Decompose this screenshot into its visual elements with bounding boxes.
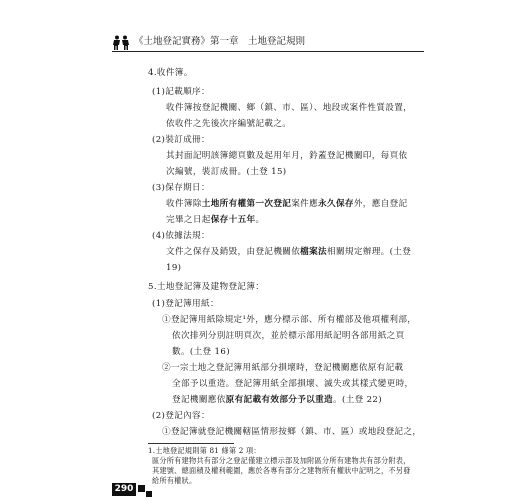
text-run: 完畢之日起 <box>166 215 211 225</box>
text-run: 案件應 <box>291 199 319 209</box>
body-line: 依次排列分別註明頁次，並於標示部用紙記明各部用紙之頁 <box>172 331 405 341</box>
footnote-rule <box>148 443 234 444</box>
text-run: 收件簿除 <box>166 199 202 209</box>
body-line: ①登記簿用紙除規定¹外，應分標示部、所有權部及他項權利部， <box>162 315 417 325</box>
emphasis-text: 檔案法 <box>300 247 328 257</box>
footnote-line: 給所有權狀。 <box>152 476 197 485</box>
subheading: (2)登記內容： <box>152 411 210 421</box>
page-number: 290 <box>112 483 136 496</box>
body-line <box>166 198 408 210</box>
body-line <box>172 394 382 406</box>
subheading: (1)登記簿用紙： <box>152 299 219 309</box>
subheading: (4)依據法規： <box>152 231 210 241</box>
footnote-line: 區分所有建物共有部分之登記僅建立標示部及加附區分所有建物共有部分附表， <box>152 456 411 465</box>
section-heading: 4.收件簿。 <box>148 68 193 78</box>
body-line <box>166 246 411 258</box>
two-figures-logo-icon <box>112 35 130 55</box>
emphasis-text: 永久保存 <box>318 199 354 209</box>
body-line: 依收件之先後次序編號記載之。 <box>166 119 292 129</box>
decorative-square <box>146 491 152 497</box>
text-run: 文件之保存及銷毀，由登記機關依 <box>166 247 301 257</box>
emphasis-text: 原有記載有效部分予以重造 <box>225 395 333 405</box>
body-line: 次編號，裝訂成冊。(土登 15) <box>166 167 287 177</box>
text-run: 。(土登 22) <box>333 395 382 405</box>
section-heading: 5.土地登記簿及建物登記簿： <box>148 282 265 292</box>
text-run: 登記機關應依 <box>172 395 226 405</box>
emphasis-text: 保存十五年 <box>210 215 256 225</box>
subheading: (1)記載順序： <box>152 87 210 97</box>
body-line: 19) <box>166 263 182 273</box>
body-line: ②一宗土地之登記簿用紙部分損壞時，登記機關應依原有記載 <box>162 363 404 373</box>
text-run: 。 <box>255 215 265 225</box>
body-line: 數。(土登 16) <box>172 347 230 357</box>
running-header <box>112 35 412 51</box>
emphasis-text: 土地所有權第一次登記 <box>201 199 292 209</box>
body-line: ①登記簿就登記機關轄區情形按鄉（鎮、市、區）或地段登記之， <box>162 427 422 437</box>
body-line <box>166 214 264 226</box>
body-line: 收件簿按登記機關、鄉（鎮、市、區）、地段或案件性質設置， <box>166 103 413 113</box>
header-rule <box>112 51 424 52</box>
body-line: 其封面記明該簿總頁數及起用年月，鈐蓋登記機關印，每頁依 <box>166 151 408 161</box>
header-title: 《土地登記實務》第一章 土地登記規則 <box>134 36 306 47</box>
text-run: 相關規定辦理。(土登 <box>327 247 412 257</box>
body-line: 全部予以重造。登記簿用紙全部損壞、滅失或其樣式變更時， <box>172 379 414 389</box>
decorative-square <box>138 485 145 492</box>
footnote-line: 1.土地登記規則第 81 條第 2 項： <box>148 446 261 455</box>
text-run: 外，應自登記 <box>353 199 408 209</box>
footnote-line: 其建號、總面積及權利範圍，應於各專有部分之建物所有權狀中記明之，不另發 <box>152 466 411 475</box>
subheading: (2)裝訂成冊： <box>152 135 210 145</box>
subheading: (3)保存期日： <box>152 183 210 193</box>
